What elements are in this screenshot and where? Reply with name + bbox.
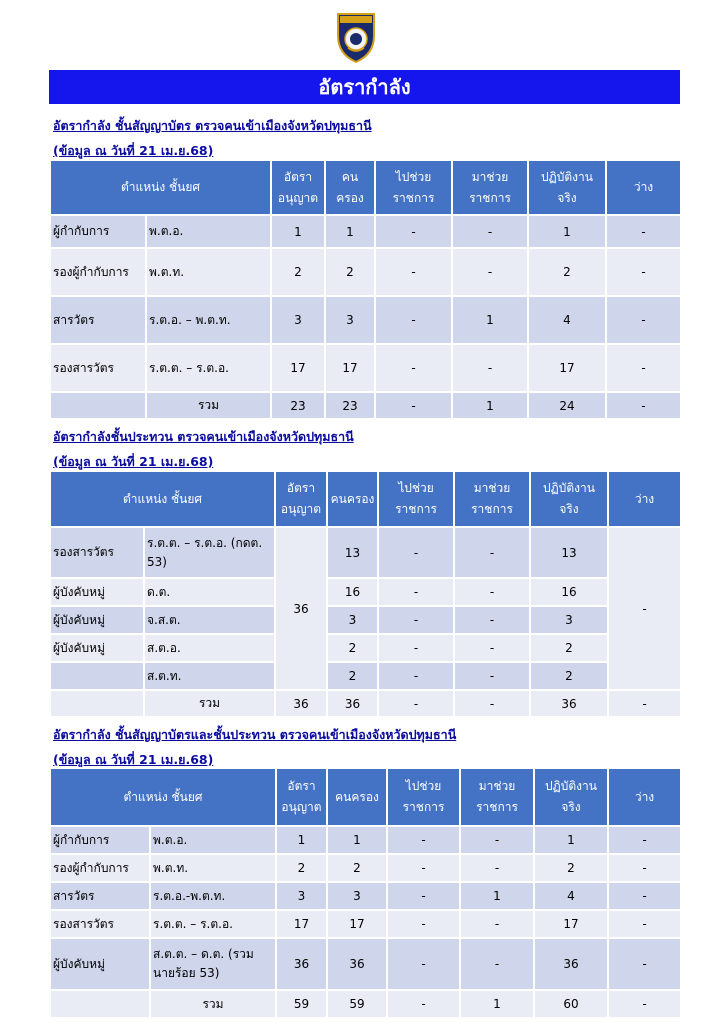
cell-in: - [452,248,528,296]
cell-held: 3 [327,882,387,910]
cell-position: รองผู้กำกับการ [50,248,146,296]
cell-out: - [387,882,460,910]
header-rate: อัตรา อนุญาต [271,160,325,215]
cell-out: - [375,215,452,248]
cell-vacant: - [608,990,681,1018]
header-position: ตำแหน่ง ชั้นยศ [50,160,271,215]
cell-rank: พ.ต.ท. [150,854,276,882]
cell-empty [50,990,150,1018]
table-total-row [50,990,681,1018]
table-row [50,606,681,634]
cell-in: - [454,662,530,690]
table2-date: (ข้อมูล ณ วันที่ 21 เม.ย.68) [53,454,214,469]
cell-position: ผู้บังคับหมู่ [50,606,144,634]
cell-vacant: - [608,854,681,882]
cell-out: - [387,910,460,938]
header-vacant: ว่าง [608,768,681,826]
cell-rank: พ.ต.ท. [146,248,271,296]
cell-actual: 2 [528,248,606,296]
cell-held: 16 [327,578,378,606]
cell-actual: 36 [534,938,608,990]
cell-position: สารวัตร [50,296,146,344]
cell-out: - [375,344,452,392]
cell-rate: 36 [275,690,327,717]
cell-rate: 1 [271,215,325,248]
cell-in: - [454,578,530,606]
cell-actual: 13 [530,527,608,578]
cell-held: 17 [327,910,387,938]
cell-total-label: รวม [146,392,271,419]
cell-position: ผู้บังคับหมู่ [50,634,144,662]
cell-actual: 4 [534,882,608,910]
cell-rate: 3 [276,882,327,910]
cell-in: - [460,854,534,882]
cell-empty [50,392,146,419]
header-out: ไปช่วย ราชการ [375,160,452,215]
cell-vacant: - [606,248,681,296]
cell-out: - [378,527,454,578]
table-row [50,248,681,296]
cell-rate: 36 [276,938,327,990]
cell-actual: 36 [530,690,608,717]
cell-rate: 23 [271,392,325,419]
cell-actual: 2 [530,634,608,662]
cell-in: 1 [452,392,528,419]
table-total-row [50,690,681,717]
cell-rank: ร.ต.อ. – พ.ต.ท. [146,296,271,344]
cell-vacant: - [608,882,681,910]
table-row [50,634,681,662]
cell-rank: ร.ต.อ.-พ.ต.ท. [150,882,276,910]
cell-vacant: - [606,296,681,344]
cell-position: สารวัตร [50,882,150,910]
table-row [50,854,681,882]
cell-vacant: - [608,690,681,717]
cell-vacant: - [606,215,681,248]
cell-held: 2 [327,634,378,662]
cell-in: 1 [452,296,528,344]
cell-held: 2 [327,662,378,690]
cell-in: - [454,606,530,634]
cell-held: 3 [327,606,378,634]
header-out: ไปช่วย ราชการ [378,471,454,527]
cell-rank: ส.ต.ต. – ด.ต. (รวมนายร้อย 53) [150,938,276,990]
table-row [50,910,681,938]
cell-actual: 17 [534,910,608,938]
cell-rank: พ.ต.อ. [146,215,271,248]
cell-actual: 1 [534,826,608,854]
cell-rank: พ.ต.อ. [150,826,276,854]
cell-position: ผู้กำกับการ [50,215,146,248]
cell-position: รองสารวัตร [50,910,150,938]
cell-rank: ส.ต.ท. [144,662,275,690]
cell-in: - [454,690,530,717]
cell-held: 23 [325,392,375,419]
cell-actual: 2 [530,662,608,690]
table-row [50,527,681,578]
cell-actual: 17 [528,344,606,392]
cell-in: 1 [460,990,534,1018]
table1-commissioned-officers [49,159,682,420]
cell-rate: 17 [271,344,325,392]
table3-date: (ข้อมูล ณ วันที่ 21 เม.ย.68) [53,752,214,767]
cell-out: - [375,296,452,344]
cell-actual: 1 [528,215,606,248]
table-row [50,578,681,606]
cell-position: ผู้บังคับหมู่ [50,938,150,990]
table-row [50,215,681,248]
cell-vacant-merged: - [608,527,681,690]
cell-vacant: - [608,938,681,990]
cell-vacant: - [606,392,681,419]
header-rate: อัตรา อนุญาต [275,471,327,527]
cell-rate: 59 [276,990,327,1018]
header-held: คน ครอง [325,160,375,215]
cell-out: - [387,854,460,882]
cell-out: - [387,938,460,990]
cell-position: รองผู้กำกับการ [50,854,150,882]
cell-out: - [378,606,454,634]
cell-actual: 60 [534,990,608,1018]
cell-rate: 2 [271,248,325,296]
cell-held: 2 [325,248,375,296]
table-row [50,662,681,690]
table-total-row [50,392,681,419]
table2-noncommissioned-officers [49,470,682,718]
cell-out: - [378,662,454,690]
cell-in: - [460,910,534,938]
cell-held: 36 [327,690,378,717]
table-row [50,938,681,990]
table-row [50,296,681,344]
cell-position: ผู้กำกับการ [50,826,150,854]
cell-rank: ส.ต.อ. [144,634,275,662]
cell-in: - [454,527,530,578]
header-vacant: ว่าง [606,160,681,215]
cell-position: รองสารวัตร [50,344,146,392]
cell-actual: 3 [530,606,608,634]
table-row [50,344,681,392]
cell-held: 3 [325,296,375,344]
table2-title: อัตรากำลังชั้นประทวน ตรวจคนเข้าเมืองจังหวัดปทุมธานี [53,429,354,444]
header-position: ตำแหน่ง ชั้นยศ [50,768,276,826]
header-in: มาช่วย ราชการ [460,768,534,826]
table-row [50,826,681,854]
cell-held: 13 [327,527,378,578]
header-out: ไปช่วย ราชการ [387,768,460,826]
police-badge-logo [334,8,378,64]
cell-held: 17 [325,344,375,392]
cell-vacant: - [608,910,681,938]
table3-all-officers [49,767,682,1019]
cell-total-label: รวม [150,990,276,1018]
cell-in: - [460,938,534,990]
cell-in: - [454,634,530,662]
cell-rate-merged: 36 [275,527,327,690]
cell-rate: 3 [271,296,325,344]
cell-held: 59 [327,990,387,1018]
cell-out: - [375,248,452,296]
cell-rank: ร.ต.ต. – ร.ต.อ. [146,344,271,392]
cell-out: - [375,392,452,419]
cell-out: - [387,990,460,1018]
header-position: ตำแหน่ง ชั้นยศ [50,471,275,527]
cell-actual: 2 [534,854,608,882]
cell-out: - [387,826,460,854]
cell-in: - [452,344,528,392]
cell-rate: 1 [276,826,327,854]
cell-out: - [378,634,454,662]
header-held: คนครอง [327,471,378,527]
cell-rate: 17 [276,910,327,938]
table3-title: อัตรากำลัง ชั้นสัญญาบัตรและชั้นประทวน ตรวจคนเข้าเมืองจังหวัดปทุมธานี [53,727,457,742]
cell-out: - [378,578,454,606]
cell-in: - [460,826,534,854]
cell-in: - [452,215,528,248]
cell-held: 1 [327,826,387,854]
cell-held: 36 [327,938,387,990]
cell-actual: 16 [530,578,608,606]
header-actual: ปฏิบัติงาน จริง [530,471,608,527]
table1-date: (ข้อมูล ณ วันที่ 21 เม.ย.68) [53,143,214,158]
cell-in: 1 [460,882,534,910]
cell-rank: จ.ส.ต. [144,606,275,634]
cell-position: รองสารวัตร [50,527,144,578]
header-vacant: ว่าง [608,471,681,527]
cell-rank: ร.ต.ต. – ร.ต.อ. [150,910,276,938]
header-actual: ปฏิบัติงาน จริง [528,160,606,215]
cell-rank: ร.ต.ต. – ร.ต.อ. (กดต. 53) [144,527,275,578]
page-title-banner: อัตรากำลัง [49,70,680,104]
cell-rate: 2 [276,854,327,882]
cell-empty [50,690,144,717]
cell-out: - [378,690,454,717]
cell-position [50,662,144,690]
cell-actual: 24 [528,392,606,419]
header-actual: ปฏิบัติงาน จริง [534,768,608,826]
cell-vacant: - [608,826,681,854]
header-rate: อัตรา อนุญาต [276,768,327,826]
cell-actual: 4 [528,296,606,344]
cell-vacant: - [606,344,681,392]
header-held: คนครอง [327,768,387,826]
cell-held: 2 [327,854,387,882]
cell-total-label: รวม [144,690,275,717]
table-row [50,882,681,910]
header-in: มาช่วย ราชการ [454,471,530,527]
header-in: มาช่วย ราชการ [452,160,528,215]
cell-held: 1 [325,215,375,248]
cell-position: ผู้บังคับหมู่ [50,578,144,606]
table1-title: อัตรากำลัง ชั้นสัญญาบัตร ตรวจคนเข้าเมืองจังหวัดปทุมธานี [53,118,372,133]
cell-rank: ด.ต. [144,578,275,606]
